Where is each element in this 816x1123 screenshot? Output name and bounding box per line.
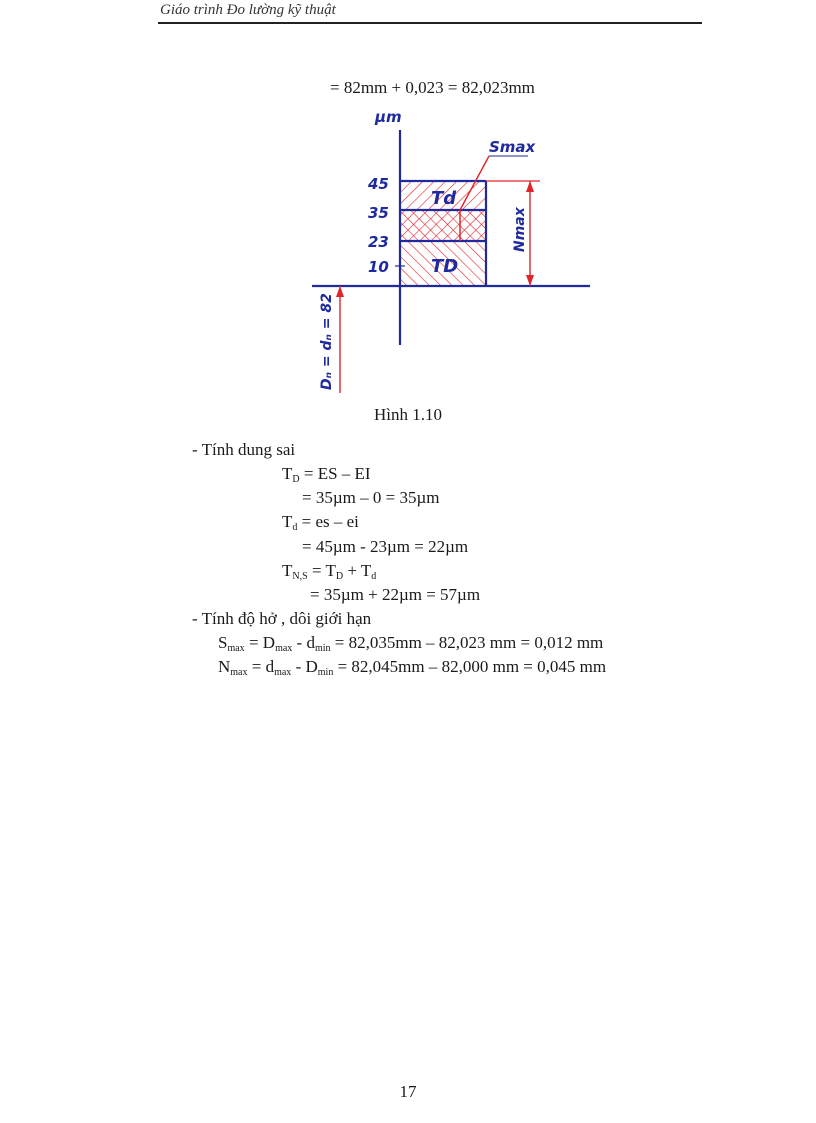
section2-heading: - Tính độ hở , dôi giới hạn bbox=[192, 609, 372, 628]
td-formula: $T_D$ = ES – EI bbox=[282, 464, 371, 485]
tick-45: 45 bbox=[368, 175, 389, 193]
tns-formula: $T_{N,S} = T_D + T_d$ bbox=[282, 561, 377, 582]
tns-result: = 35µm + 22µm = 57µm bbox=[310, 585, 481, 604]
intro-equation: = 82mm + 0,023 = 82,023mm bbox=[330, 78, 535, 97]
page-number: 17 bbox=[399, 1082, 417, 1101]
tdd-formula: $T_d$ = es – ei bbox=[282, 512, 359, 533]
tdd-result: = 45µm - 23µm = 22µm bbox=[302, 537, 469, 556]
nmax-formula: $N_{max} = d_{max} - D_{min} = 82,045mm - 82,000$ mm = 0,045 mm bbox=[218, 657, 607, 678]
figure-caption: Hình 1.10 bbox=[374, 405, 442, 424]
smax-formula: $S_{max} = D_{max} - d_{min} = 82,035mm - 82,023$ mm = 0,012 mm bbox=[218, 633, 604, 654]
page-header bbox=[158, 2, 702, 24]
section1-heading: - Tính dung sai bbox=[192, 440, 296, 459]
unit-label: µm bbox=[375, 108, 402, 126]
nmax-label: Nmax bbox=[512, 207, 528, 252]
tolerance-diagram bbox=[300, 100, 600, 395]
td-label: Td bbox=[431, 188, 457, 209]
td-result: = 35µm – 0 = 35µm bbox=[302, 488, 440, 507]
header-title: Giáo trình Đo lường kỹ thuật bbox=[160, 2, 336, 18]
tick-10: 10 bbox=[368, 258, 389, 276]
tD-label: TD bbox=[431, 256, 459, 277]
tick-23: 23 bbox=[368, 233, 389, 251]
nominal-size-label: Dₙ = dₙ = 82 bbox=[319, 293, 335, 390]
tick-35: 35 bbox=[368, 204, 389, 222]
smax-label: Smax bbox=[489, 138, 536, 156]
